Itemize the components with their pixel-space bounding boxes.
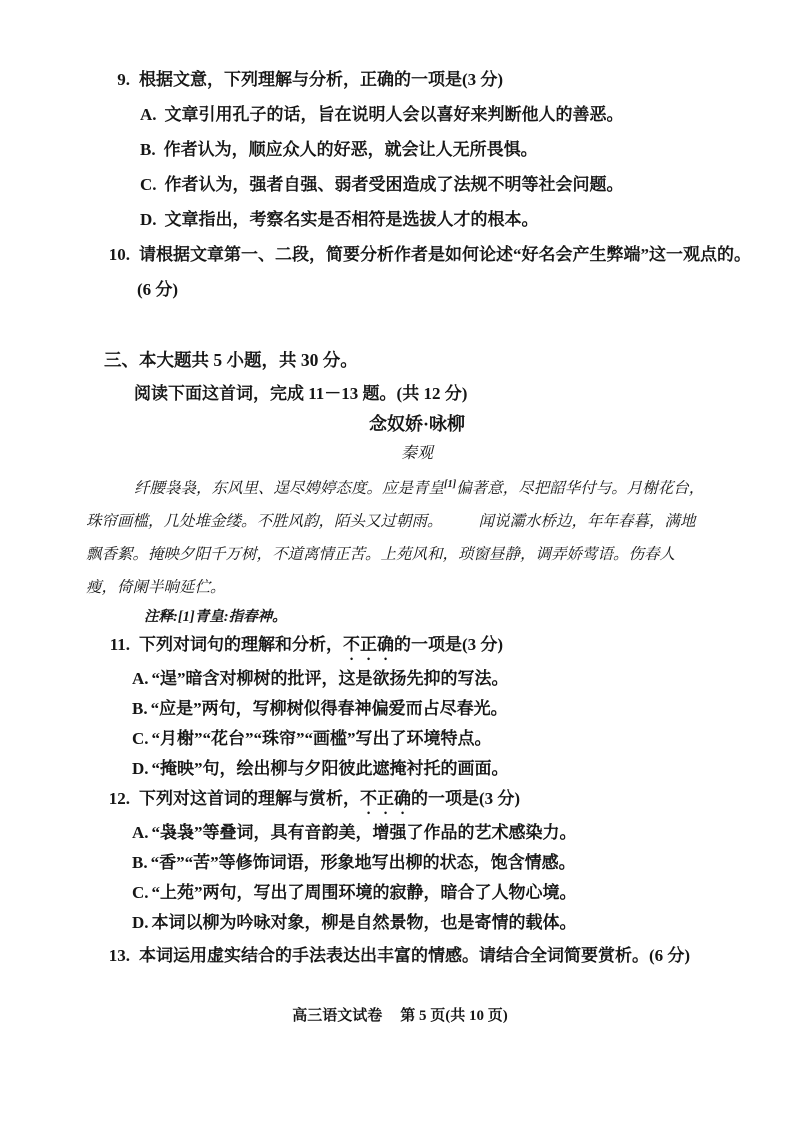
stem-text: 下列对这首词的理解与赏析，: [139, 789, 360, 809]
question-stem: [139, 784, 730, 818]
poem-text: 珠帘画槛，几处堆金缕。不胜风韵，陌头又过朝雨。: [86, 513, 443, 531]
option-row-12b: [104, 848, 730, 878]
question-10-stem-row: [104, 237, 751, 272]
question-number: 11.: [109, 635, 130, 655]
option-label: B.: [140, 140, 156, 159]
option-row-11d: [104, 754, 730, 784]
poem-line-3: 飘香絮。掩映夕阳千万树，不道离情正苦。上苑风和，琐窗昼静，调弄娇莺语。伤春人: [86, 546, 676, 564]
question-stem: 本词运用虚实结合的手法表达出丰富的情感。请结合全词简要赏析。(6 分): [139, 946, 691, 966]
poem-body: [86, 468, 738, 604]
question-number: 13.: [108, 946, 130, 966]
poem-note: 注释:[1]青皇:指春神。: [144, 609, 287, 626]
question-12-stem-row: [104, 784, 730, 818]
question-stem: [139, 630, 730, 664]
option-label: A.: [140, 105, 157, 124]
poem-line-4: 瘦，倚阑半晌延伫。: [86, 579, 226, 597]
option-text: “月榭”“花台”“珠帘”“画槛”写出了环境特点。: [151, 729, 492, 749]
option-row-12a: [104, 818, 730, 848]
option-text: 文章引用孔子的话，旨在说明人会以喜好来判断他人的善恶。: [164, 105, 624, 124]
question-13-stem-row: [104, 940, 730, 972]
option-label: C.: [132, 729, 149, 749]
option-text: 本词以柳为吟咏对象，柳是自然景物，也是寄情的载体。: [151, 913, 577, 933]
page-content: [86, 62, 751, 972]
question-9: [104, 62, 730, 237]
question-10: [104, 237, 751, 307]
poem-line-1: [86, 468, 738, 505]
footer-doc-title: 高三语文试卷: [292, 1008, 383, 1024]
question-stem: 请根据文章第一、二段，简要分析作者是如何论述“好名会产生弊端”这一观点的。: [139, 245, 751, 264]
question-number: 12.: [108, 789, 130, 809]
poem-author: 秦观: [400, 445, 433, 462]
option-row-11c: [104, 724, 730, 754]
poem-line-2: [86, 505, 738, 538]
option-text: “上苑”两句，写出了周围环境的寂静，暗合了人物心境。: [151, 883, 577, 903]
option-label: B.: [132, 853, 148, 873]
option-label: B.: [132, 699, 148, 719]
footer-page-info: 第 5 页(共 10 页): [400, 1008, 508, 1024]
question-number: 10.: [108, 245, 130, 264]
option-row-9d: [104, 202, 730, 237]
poem-text: 闻说灞水桥边，年年春暮，满地: [478, 513, 696, 531]
question-12: [104, 784, 730, 938]
option-text: 作者认为，顺应众人的好恶，就会让人无所畏惧。: [163, 140, 538, 159]
option-label: C.: [140, 175, 157, 194]
poem-text: 偏著意，尽把韶华付与。月榭花台，: [456, 480, 705, 498]
option-row-9b: [104, 132, 730, 167]
option-label: D.: [132, 759, 149, 779]
option-label: D.: [132, 913, 149, 933]
question-number: 9.: [117, 70, 130, 89]
option-label: C.: [132, 883, 149, 903]
emphasized-text: 不正确: [343, 635, 394, 655]
option-text: “袅袅”等叠词，具有音韵美，增强了作品的艺术感染力。: [151, 823, 577, 843]
option-row-12d: [104, 908, 730, 938]
poem-text: 纤腰袅袅，东风里、逞尽娉婷态度。应是青皇: [134, 480, 445, 498]
section-heading: 三、本大题共 5 小题，共 30 分。: [104, 350, 358, 370]
option-label: D.: [140, 210, 157, 229]
question-9-stem-row: [104, 62, 730, 97]
option-row-9a: [104, 97, 730, 132]
page-footer: [0, 1005, 800, 1027]
option-text: “应是”两句，写柳树似得春神偏爱而占尽春光。: [150, 699, 508, 719]
option-label: A.: [132, 669, 149, 689]
option-label: A.: [132, 823, 149, 843]
section-instruction: 阅读下面这首词，完成 11－13 题。(共 12 分): [134, 384, 468, 403]
option-row-11b: [104, 694, 730, 724]
option-row-9c: [104, 167, 730, 202]
stem-text: 的一项是(3 分): [394, 635, 504, 655]
option-text: 文章指出，考察名实是否相符是选拔人才的根本。: [164, 210, 539, 229]
option-text: “逞”暗含对柳树的批评，这是欲扬先抑的写法。: [151, 669, 509, 689]
poem-title: 念奴娇·咏柳: [368, 414, 465, 434]
question-11-stem-row: [104, 630, 730, 664]
question-stem: 根据文意，下列理解与分析，正确的一项是(3 分): [139, 70, 504, 89]
option-text: “香”“苦”等修饰词语，形象地写出柳的状态，饱含情感。: [150, 853, 576, 873]
stem-text: 的一项是(3 分): [411, 789, 521, 809]
option-text: 作者认为，强者自强、弱者受困造成了法规不明等社会问题。: [164, 175, 624, 194]
option-row-12c: [104, 878, 730, 908]
emphasized-text: 不正确: [360, 789, 411, 809]
score-line: (6 分): [137, 280, 179, 299]
footnote-superscript: [1]: [444, 479, 457, 490]
question-11: [104, 630, 730, 784]
option-row-11a: [104, 664, 730, 694]
option-text: “掩映”句，绘出柳与夕阳彼此遮掩衬托的画面。: [151, 759, 509, 779]
question-13: [104, 940, 730, 972]
stem-text: 下列对词句的理解和分析，: [139, 635, 343, 655]
